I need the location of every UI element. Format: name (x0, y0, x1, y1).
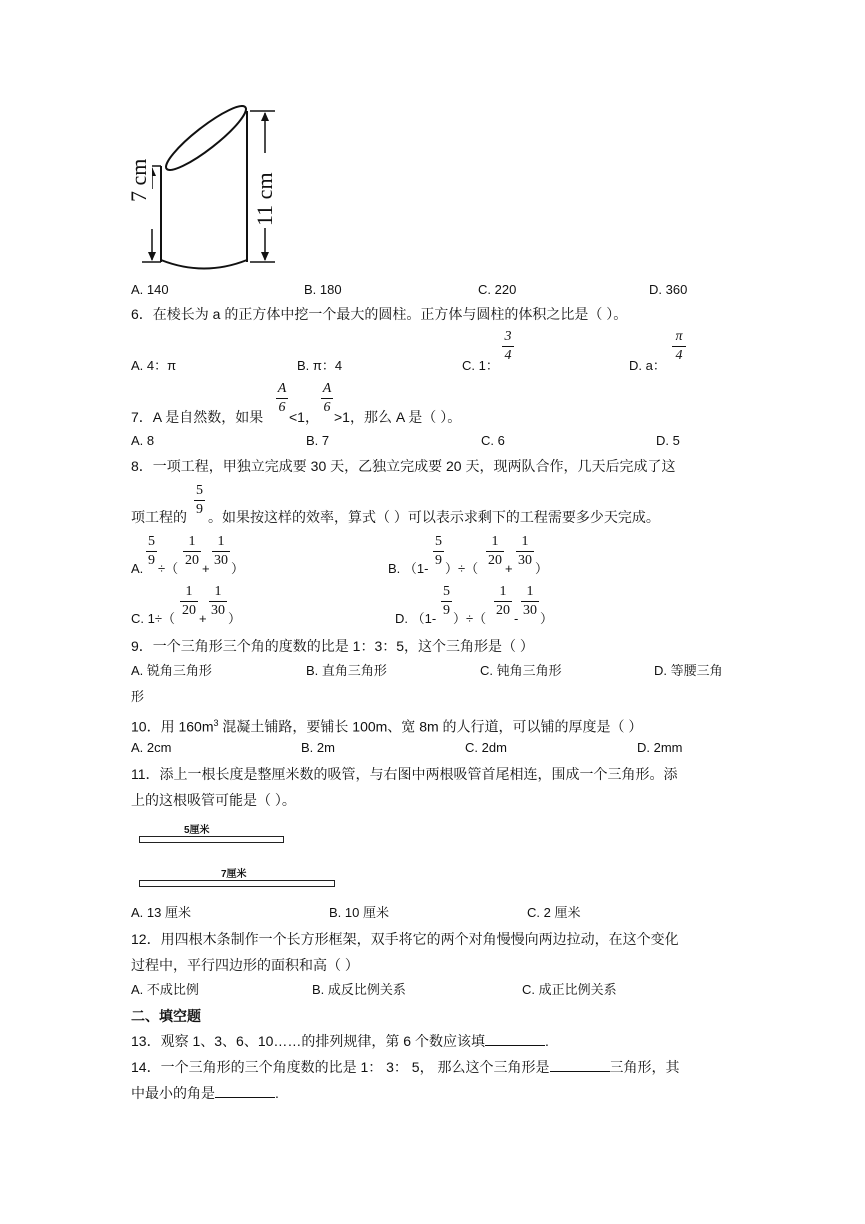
q6-option-a: A. 4：π (131, 358, 177, 373)
section-heading-fill-in: 二、填空题 (131, 1008, 201, 1024)
q14-answer-blank-1[interactable] (550, 1057, 610, 1072)
q10-option-c: C. 2dm (465, 740, 507, 755)
q8-line2-b: 。如果按这样的效率，算式（ ）可以表示求剩下的工程需要多少天完成。 (208, 509, 660, 525)
q10-option-b: B. 2m (301, 740, 335, 755)
q14-line1: 14．一个三角形的三个角度数的比是 1： 3： 5， 那么这个三角形是 三角形，其 (131, 1059, 680, 1075)
q8-d-minus: - (514, 611, 519, 626)
straw-5cm (139, 836, 284, 843)
q11-option-b: B. 10 厘米 (329, 905, 389, 920)
q8-b-frac-1-20: 1 20 (488, 534, 502, 568)
q7-fraction-1: A 6 (277, 381, 287, 415)
q8-d-frac-5-9: 5 9 (443, 584, 450, 618)
straw-label-5cm: 5厘米 (184, 825, 210, 836)
q8-d-close: ） (540, 611, 554, 626)
q8-option-d-label: D. （1- (395, 611, 437, 626)
q11-line2: 上的这根吸管可能是（ ）。 (131, 792, 296, 808)
q14-line2: 中最小的角是 . (131, 1085, 279, 1101)
q8-a-frac-1-20: 1 20 (185, 534, 199, 568)
straw-label-7cm: 7厘米 (221, 869, 247, 880)
q8-b-frac-5-9: 5 9 (435, 534, 442, 568)
q9-option-d-wrap: 形 (131, 689, 145, 704)
q7-fraction-2: A 6 (322, 381, 332, 415)
q5-option-d: D. 360 (649, 282, 688, 297)
q6-option-d: D. a： (629, 358, 666, 373)
q11-option-c: C. 2 厘米 (527, 905, 581, 920)
q8-d-frac-1-30: 1 30 (523, 584, 537, 618)
q12-option-c: C. 成正比例关系 (522, 982, 617, 997)
q10-superscript: 3 (213, 718, 219, 728)
q12-line2: 过程中，平行四边形的面积和高（ ） (131, 957, 359, 973)
q8-d-mid: ）÷（ (453, 611, 487, 626)
q8-b-close: ） (535, 561, 549, 576)
q11-line1: 11．添上一根长度是整厘米数的吸管，与右图中两根吸管首尾相连，围成一个三角形。添 (131, 766, 678, 782)
q7-option-c: C. 6 (481, 433, 505, 448)
q7-mid1: <1， (289, 409, 319, 425)
q8-fraction-5-9: 5 9 (196, 483, 203, 517)
straw-7cm (139, 880, 335, 887)
q8-d-frac-1-20: 1 20 (496, 584, 510, 618)
q8-c-close: ） (228, 611, 242, 626)
dim-label-11cm: 11 cm (252, 172, 277, 226)
q8-a-frac-5-9: 5 9 (148, 534, 155, 568)
q9-text: 9．一个三角形三个角的度数的比是 1：3：5，这个三角形是（ ） (131, 638, 534, 654)
q8-b-mid: ）÷（ (445, 561, 479, 576)
q13-answer-blank[interactable] (485, 1031, 545, 1046)
q6-fraction-c: 3 4 (502, 329, 514, 364)
q8-c-frac-1-30: 1 30 (211, 584, 225, 618)
q7-prefix: 7．A 是自然数，如果 (131, 409, 264, 425)
q10-option-d: D. 2mm (637, 740, 683, 755)
q7-option-a: A. 8 (131, 433, 155, 448)
q12-option-b: B. 成反比例关系 (312, 982, 406, 997)
q8-a-frac-1-30: 1 30 (214, 534, 228, 568)
q8-option-b-label: B. （1- (388, 561, 429, 576)
q8-line1: 8．一项工程，甲独立完成要 30 天，乙独立完成要 20 天，现两队合作，几天后完成了这 (131, 458, 676, 474)
q8-option-a-label: A. (131, 561, 144, 576)
q10-option-a: A. 2cm (131, 740, 172, 755)
q8-a-plus: + (202, 561, 210, 576)
q5-option-b: B. 180 (304, 282, 342, 297)
q8-a-div: ÷（ (158, 561, 179, 576)
q14-answer-blank-2[interactable] (215, 1083, 275, 1098)
q7-option-d: D. 5 (656, 433, 680, 448)
q8-c-frac-1-20: 1 20 (182, 584, 196, 618)
q7-option-b: B. 7 (306, 433, 330, 448)
q6-option-b: B. π：4 (297, 358, 343, 373)
q7-mid2: >1，那么 A 是（ ）。 (334, 409, 462, 425)
q8-option-c-label: C. 1÷（ (131, 611, 175, 626)
q8-line2-a: 项工程的 (131, 509, 187, 525)
q5-option-a: A. 140 (131, 282, 169, 297)
q6-fraction-d: π 4 (672, 329, 686, 364)
q13-text: 13．观察 1、3、6、10……的排列规律，第 6 个数应该填 . (131, 1033, 549, 1049)
q8-a-close: ） (231, 561, 245, 576)
q9-option-c: C. 钝角三角形 (480, 663, 562, 678)
q10-text: 10．用 $160m^3$ 混凝土铺路，要铺长 100m、宽 8m 的人行道，可以铺的厚度是（ ） (131, 718, 643, 735)
q9-option-b: B. 直角三角形 (306, 663, 387, 678)
q5-option-c: C. 220 (478, 282, 517, 297)
q8-c-plus: + (199, 611, 207, 626)
q6-text: 6．在棱长为 a 的正方体中挖一个最大的圆柱。正方体与圆柱的体积之比是（ ）。 (131, 306, 628, 322)
q12-option-a: A. 不成比例 (131, 982, 199, 997)
q11-option-a: A. 13 厘米 (131, 905, 191, 920)
q9-option-d: D. 等腰三角 (654, 663, 723, 678)
q8-b-plus: + (505, 561, 513, 576)
q8-b-frac-1-30: 1 30 (518, 534, 532, 568)
dim-label-7cm: 7 cm (126, 158, 151, 202)
q12-line1: 12．用四根木条制作一个长方形框架，双手将它的两个对角慢慢向两边拉动，在这个变化 (131, 931, 679, 947)
q9-option-a: A. 锐角三角形 (131, 663, 212, 678)
q6-option-c: C. 1： (462, 358, 499, 373)
